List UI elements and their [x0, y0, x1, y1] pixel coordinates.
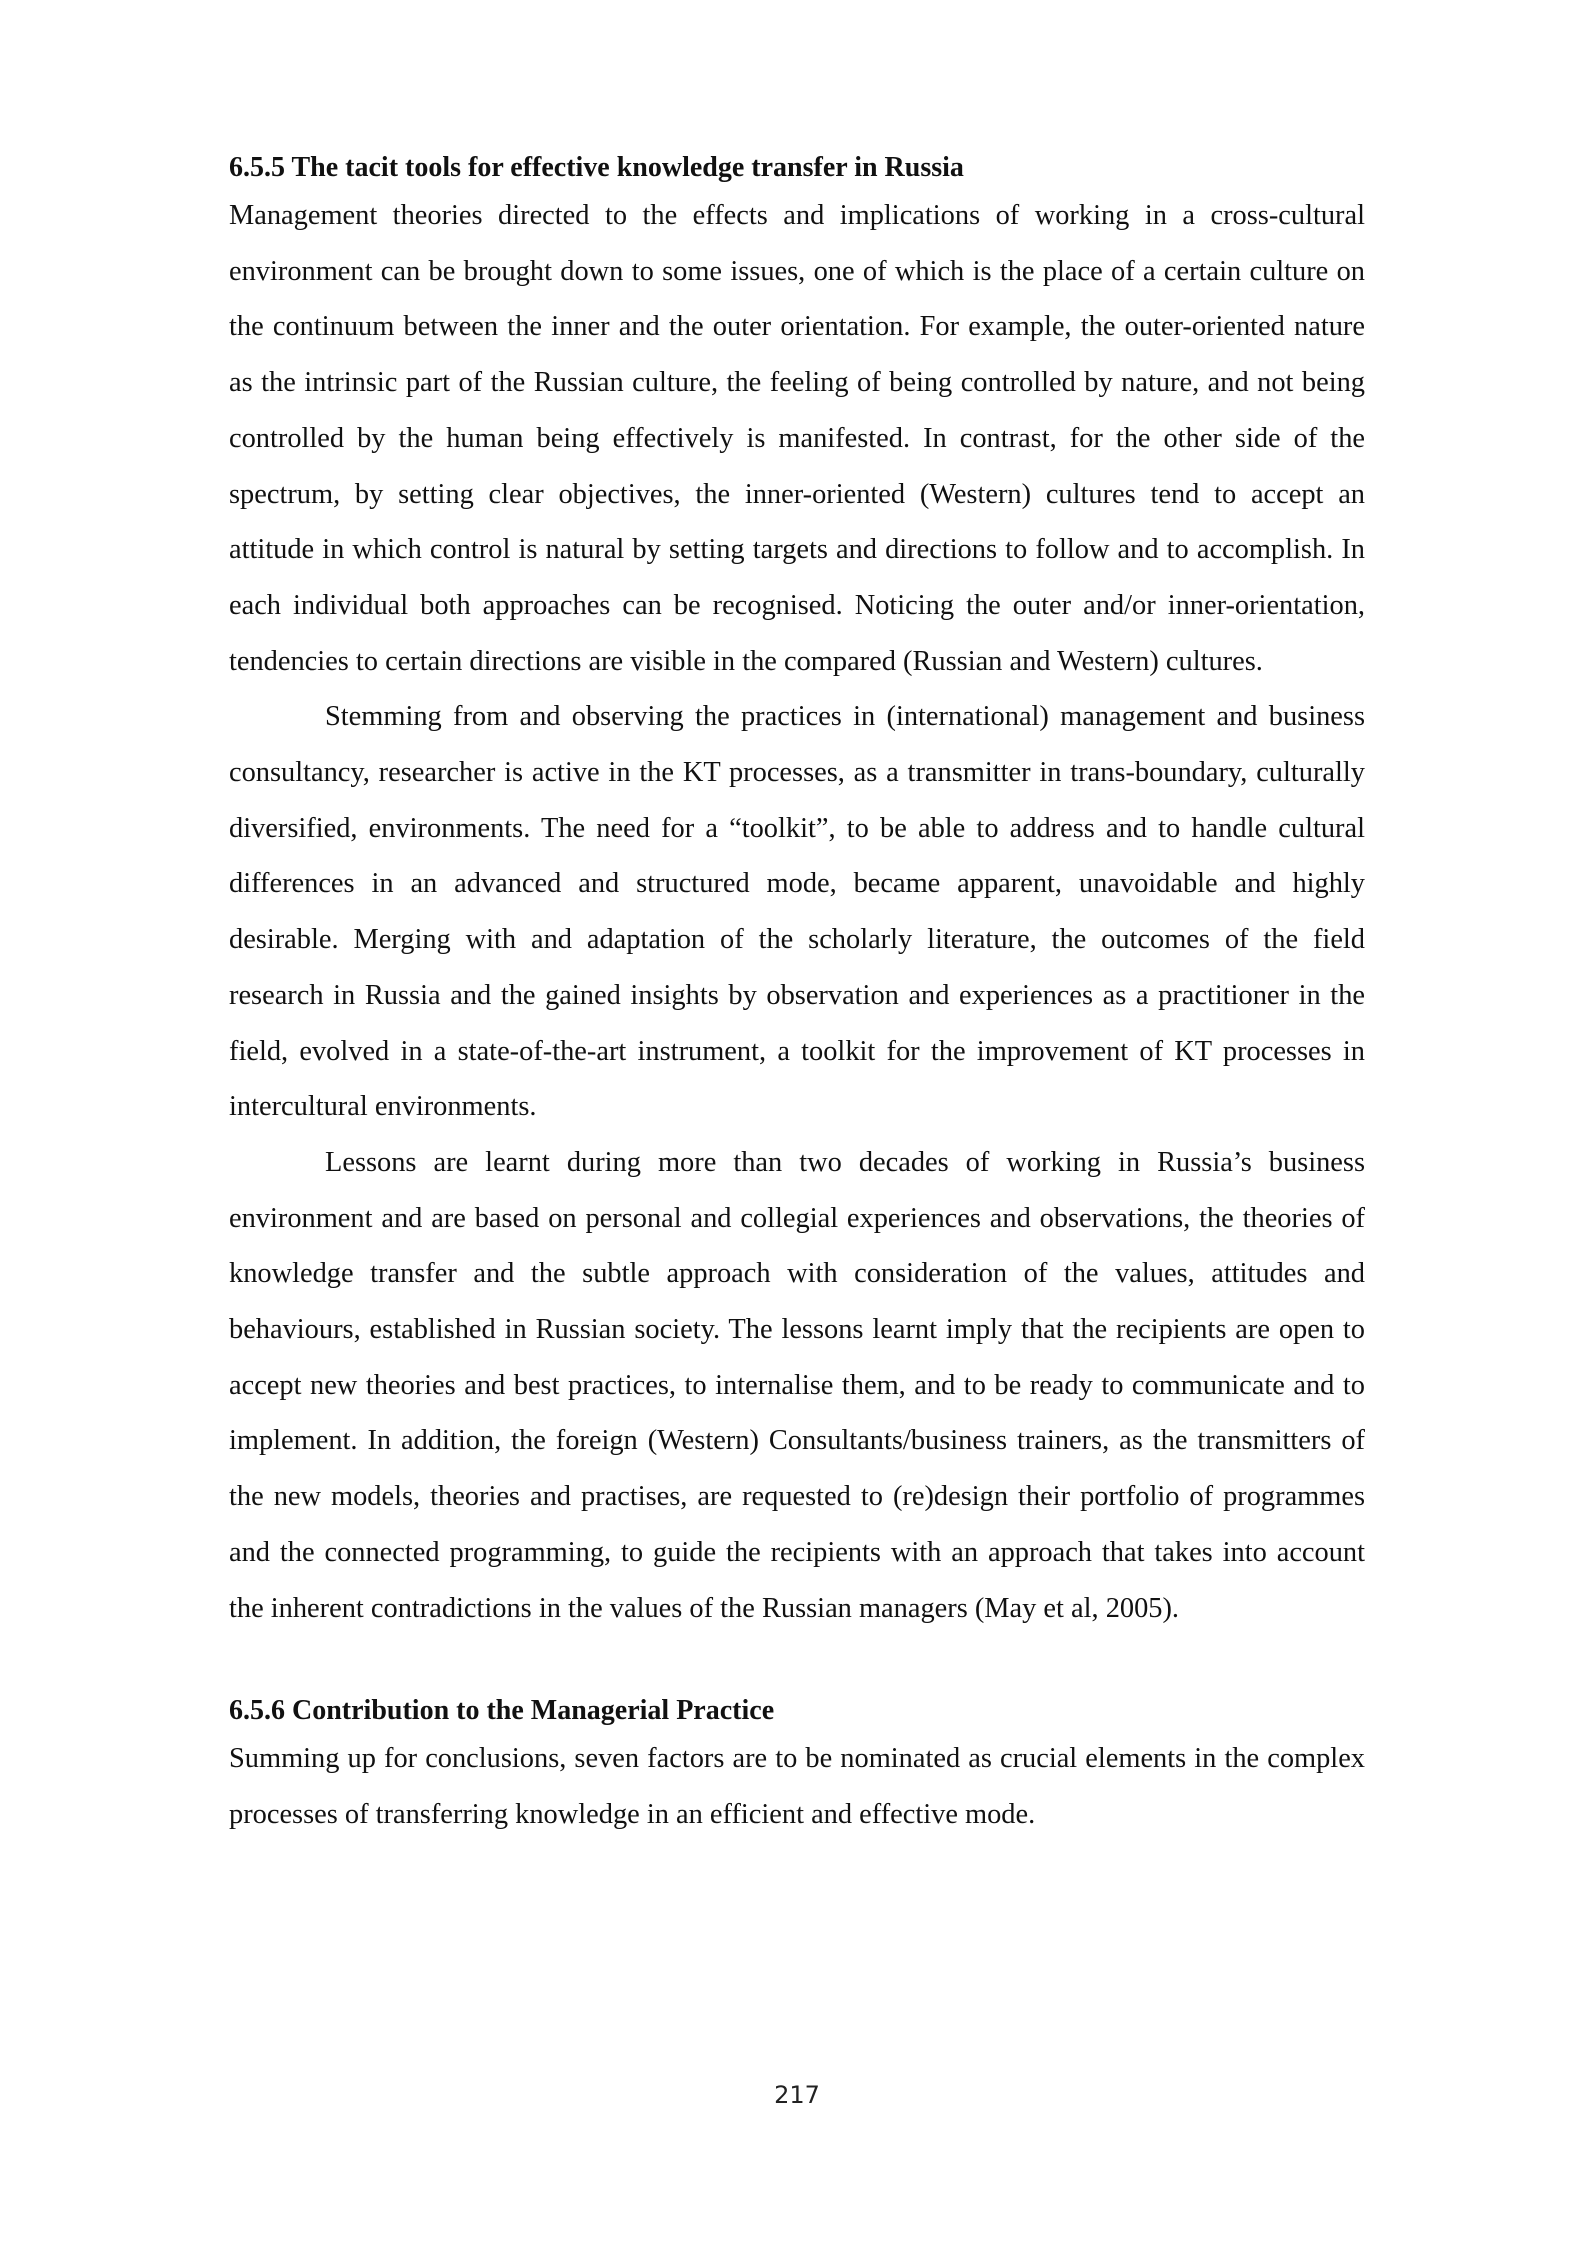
document-page [229, 148, 1365, 1843]
section-heading-6-5-5: 6.5.5 The tacit tools for effective knowledge transfer in Russia [229, 152, 964, 183]
paragraph-lessons-learnt: Lessons are learnt during more than two decades of working in Russia’s business environment and are based on personal and collegial experiences and observations, the theories of knowledge transfer and the subtle approach with consideration of the values, attitudes and behaviours, established in Russian society. The lessons learnt imply that the recipients are open to accept new theories and best practices, to internalise them, and to be ready to communicate and to implement. In addition, the foreign (Western) Consultants/business trainers, as the transmitters of the new models, theories and practises, are requested to (re)design their portfolio of programmes and the connected programming, to guide the recipients with an approach that takes into account the inherent contradictions in the values of the Russian managers (May et al, 2005). [229, 1146, 1365, 1624]
section-spacer [229, 1636, 1365, 1691]
paragraph-toolkit: Stemming from and observing the practices in (international) management and business consultancy, researcher is active in the KT processes, as a transmitter in trans-boundary, culturally diversified, environments. The need for a “toolkit”, to be able to address and to handle cultural differences in an advanced and structured mode, became apparent, unavoidable and highly desirable. Merging with and adaptation of the scholarly literature, the outcomes of the field research in Russia and the gained insights by observation and experiences as a practitioner in the field, evolved in a state-of-the-art instrument, a toolkit for the improvement of KT processes in intercultural environments. [229, 701, 1365, 1123]
paragraph-orientation: Management theories directed to the effects and implications of working in a cross-cultural environment can be brought down to some issues, one of which is the place of a certain culture on the continuum between the inner and the outer orientation. For example, the outer-oriented nature as the intrinsic part of the Russian culture, the feeling of being controlled by nature, and not being controlled by the human being effectively is manifested. In contrast, for the other side of the spectrum, by setting clear objectives, the inner-oriented (Western) cultures tend to accept an attitude in which control is natural by setting targets and directions to follow and to accomplish. In each individual both approaches can be recognised. Noticing the outer and/or inner-orientation, tendencies to certain directions are visible in the compared (Russian and Western) cultures. [229, 200, 1365, 677]
section-heading-6-5-6: 6.5.6 Contribution to the Managerial Practice [229, 1695, 775, 1727]
page-number: 217 [774, 2081, 820, 2109]
paragraph-conclusions: Summing up for conclusions, seven factors are to be nominated as crucial elements in the complex processes of transferring knowledge in an efficient and effective mode. [229, 1743, 1365, 1830]
